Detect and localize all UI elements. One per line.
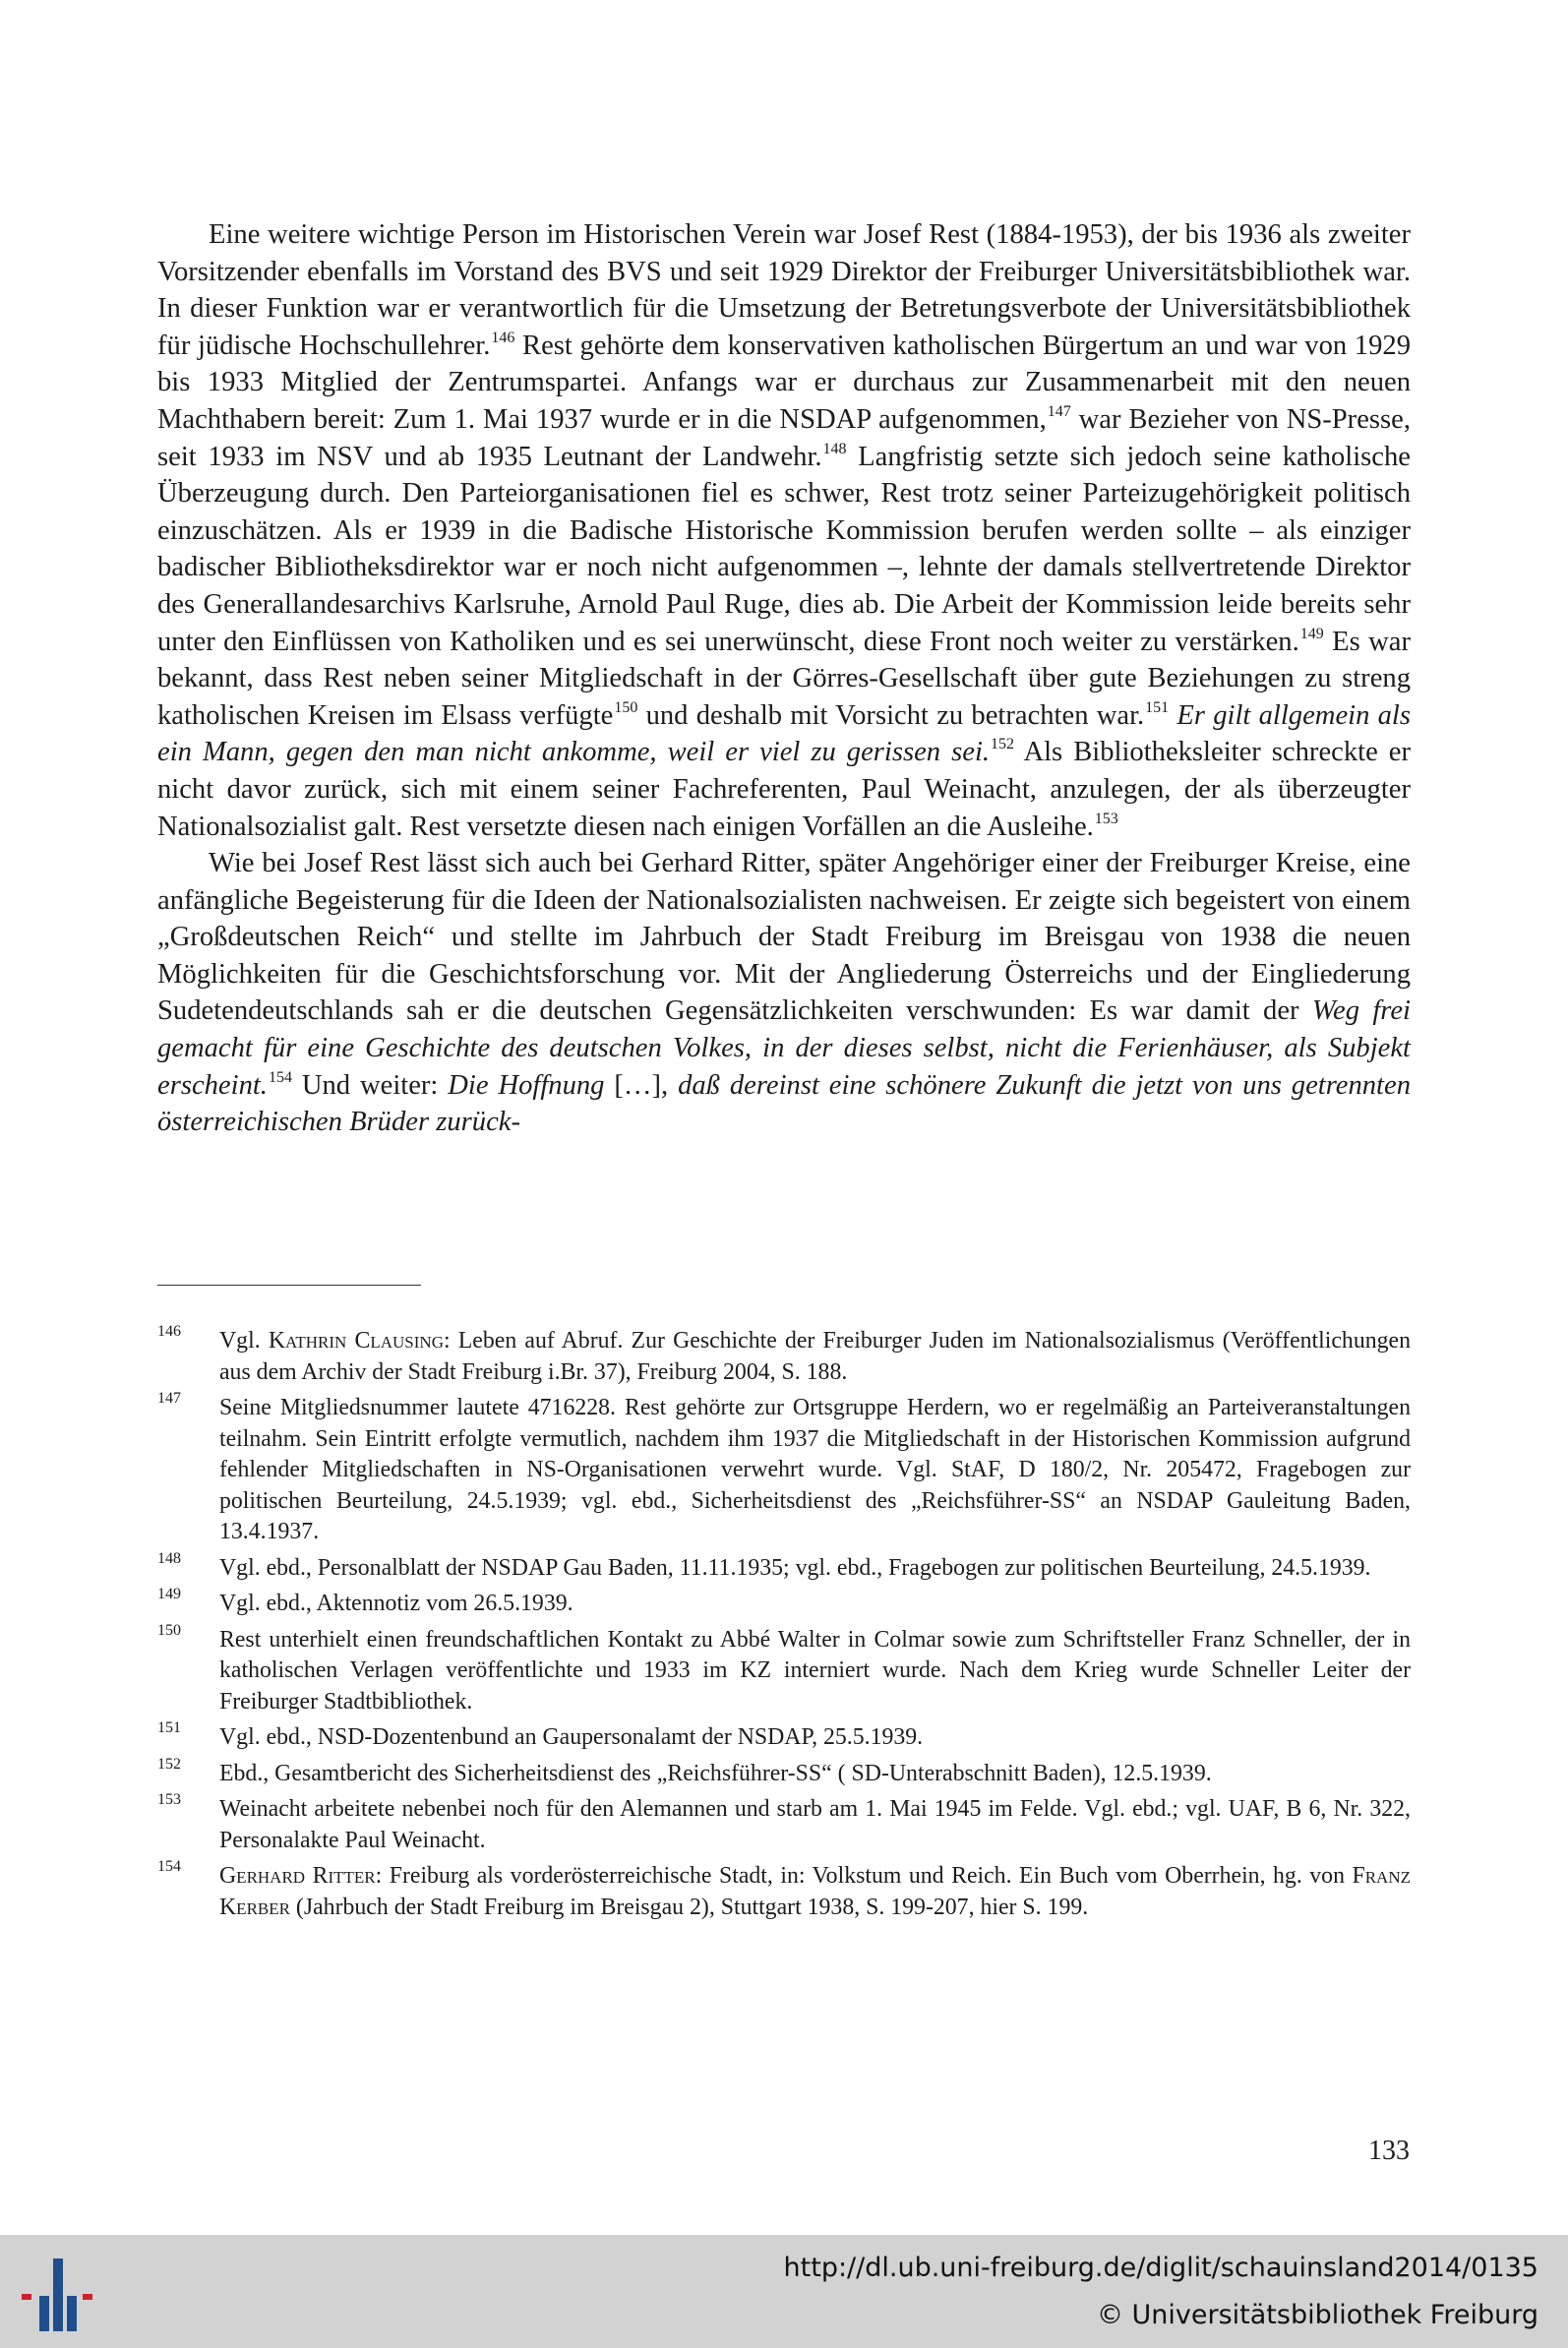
footnote-number: 152 [157,1755,181,1773]
footnote-number: 151 [157,1719,181,1736]
permalink-url[interactable]: http://dl.ub.uni-freiburg.de/diglit/schauinsland2014/0135 [783,2253,1538,2283]
footnote-ref-151[interactable]: 151 [1145,698,1170,716]
footnote-150: 150 Rest unterhielt einen freundschaftlichen Kontakt zu Abbé Walter in Colmar sowie zum Schriftsteller Franz Schneller, der in katholischen Verlagen veröffentlichte und 1933 im KZ interniert wurde. Nach dem Krieg wurde Schneller Leiter der Freiburger Stadtbibliothek. [157,1621,1411,1715]
footnote-number: 154 [157,1858,181,1875]
footnotes [157,1323,1411,1928]
footnote-number: 150 [157,1621,181,1639]
footnote-number: 148 [157,1549,181,1567]
copyright-notice: © Universitätsbibliothek Freiburg [1096,2300,1538,2330]
footnote-ref-147[interactable]: 147 [1047,402,1071,420]
italic-quote: Weg frei gemacht für eine Geschichte des deutschen Volkes, in der dieses selbst, nicht die Ferienhäuser, als Subjekt erscheint. [157,995,1411,1101]
italic-quote: Die Hoffnung [448,1069,605,1101]
footnote-number: 149 [157,1586,181,1602]
author-name: Gerhard Ritter [219,1863,376,1889]
footnote-152: 152 Ebd., Gesamtbericht des Sicherheitsdienst des „Reichsführer-SS“ ( SD-Unterabschnitt Baden), 12.5.1939. [157,1755,1212,1786]
footnote-153: 153 Weinacht arbeitete nebenbei noch für den Alemannen und starb am 1. Mai 1945 im Felde. Vgl. ebd.; vgl. UAF, B 6, Nr. 322, Personalakte Paul Weinacht. [157,1791,1411,1853]
author-name: Kathrin Clausing [268,1328,444,1354]
footnote-148: 148 Vgl. ebd., Personalblatt der NSDAP Gau Baden, 11.11.1935; vgl. ebd., Fragebogen zur politischen Beurteilung, 24.5.1939. [157,1549,1371,1581]
footnote-separator [157,1285,421,1286]
footnote-ref-146[interactable]: 146 [491,329,515,346]
ub-freiburg-logo-icon[interactable] [18,2257,96,2335]
footnote-ref-149[interactable]: 149 [1299,625,1324,642]
footnote-154: 154 Gerhard Ritter: Freiburg als vorderösterreichische Stadt, in: Volkstum und Reich. Ein Buch vom Oberrhein, hg. von Franz Kerber (Jahrbuch der Stadt Freiburg im Breisgau 2), Stuttgart 1938, S. 199-207, hier S. 199. [157,1858,1411,1920]
footnote-151: 151 Vgl. ebd., NSD-Dozentenbund an Gaupersonalamt der NSDAP, 25.5.1939. [157,1719,924,1750]
footnote-149: 149 Vgl. ebd., Aktennotiz vom 26.5.1939. [157,1586,573,1616]
editor-name: Franz Kerber [219,1863,1411,1920]
page-number: 133 [1368,2136,1410,2166]
footnote-ref-150[interactable]: 150 [614,698,638,716]
body-text [157,216,1411,1141]
paragraph-2: Wie bei Josef Rest lässt sich auch bei Gerhard Ritter, später Angehöriger einer der Freiburger Kreise, eine anfängliche Begeisterung für die Ideen der Nationalsozialisten nachweisen. Er zeigte sich begeistert von einem „Großdeutschen Reich“ und stellte im Jahrbuch der Stadt Freiburg im Breisgau von 1938 die neuen Möglichkeiten für die Geschichtsforschung vor. Mit der Angliederung Österreichs und der Eingliederung Sudetendeutschlands sah er die deutschen Gegensätzlichkeiten verschwunden: Es war damit der Weg frei gemacht für eine Geschichte des deutschen Volkes, in der dieses selbst, nicht die Ferienhäuser, als Subjekt erscheint.$^{154}$ Und weiter: Die Hoffnung […], daß dereinst eine schönere Zukunft die jetzt von uns getrennten österreichischen Brüder zurück- [157,848,1411,1138]
footnote-ref-154[interactable]: 154 [268,1068,292,1086]
footnote-number: 146 [157,1323,181,1340]
footnote-ref-153[interactable]: 153 [1094,810,1118,827]
footnote-number: 147 [157,1390,181,1407]
italic-quote: Er gilt allgemein als ein Mann, gegen den man nicht ankomme, weil er viel zu gerissen sei. [157,699,1411,768]
footnote-147: 147 Seine Mitgliedsnummer lautete 4716228. Rest gehörte zur Ortsgruppe Herdern, wo er regelmäßig an Parteiveranstaltungen teilnahm. Sein Eintritt erfolgte vermutlich, nachdem ihm 1937 die Mitgliedschaft in der Historischen Kommission aufgrund fehlender Mitgliedschaften in NS-Organisationen verwehrt wurde. Vgl. StAF, D 180/2, Nr. 205472, Fragebogen zur politischen Beurteilung, 24.5.1939; vgl. ebd., Sicherheitsdienst des „Reichsführer-SS“ an NSDAP Gauleitung Baden, 13.4.1937. [157,1390,1411,1544]
footnote-146: 146 Vgl. Kathrin Clausing: Leben auf Abruf. Zur Geschichte der Freiburger Juden im Nationalsozialismus (Veröffentlichungen aus dem Archiv der Stadt Freiburg i.Br. 37), Freiburg 2004, S. 188. [157,1323,1411,1385]
footnote-ref-148[interactable]: 148 [822,440,847,457]
italic-quote: daß dereinst eine schönere Zukunft die jetzt von uns getrennten österreichischen Brüder zurück- [157,1069,1411,1138]
paragraph-1: Eine weitere wichtige Person im Historischen Verein war Josef Rest (1884-1953), der bis 1936 als zweiter Vorsitzender ebenfalls im Vorstand des BVS und seit 1929 Direktor der Freiburger Universitätsbibliothek war. In dieser Funktion war er verantwortlich für die Umsetzung der Betretungsverbote der Universitätsbibliothek für jüdische Hochschullehrer.$^{146}$ Rest gehörte dem konservativen katholischen Bürgertum an und war von 1929 bis 1933 Mitglied der Zentrumspartei. Anfangs war er durchaus zur Zusammenarbeit mit den neuen Machthabern bereit: Zum 1. Mai 1937 wurde er in die NSDAP aufgenommen,$^{147}$ war Bezieher von NS-Presse, seit 1933 im NSV und ab 1935 Leutnant der Landwehr.$^{148}$ Langfristig setzte sich jedoch seine katholische Überzeugung durch. Den Parteiorganisationen fiel es schwer, Rest trotz seiner Parteizugehörigkeit politisch einzuschätzen. Als er 1939 in die Badische Historische Kommission berufen werden sollte – als einziger badischer Bibliotheksdirektor war er noch nicht aufgenommen –, lehnte der damals stellvertretende Direktor des Generallandesarchivs Karlsruhe, Arnold Paul Ruge, dies ab. Die Arbeit der Kommission leide bereits sehr unter den Einflüssen von Katholiken und es sei unerwünscht, diese Front noch weiter zu verstärken.$^{149}$ Es war bekannt, dass Rest neben seiner Mitgliedschaft in der Görres-Gesellschaft über gute Beziehungen zu streng katholischen Kreisen im Elsass verfügte$^{150}$ und deshalb mit Vorsicht zu betrachten war.$^{151}$ Er gilt allgemein als ein Mann, gegen den man nicht ankomme, weil er viel zu gerissen sei.$^{152}$ Als Bibliotheksleiter schreckte er nicht davor zurück, sich mit einem seiner Fachreferenten, Paul Weinacht, anzulegen, der als überzeugter Nationalsozialist galt. Rest versetzte diesen nach einigen Vorfällen an die Ausleihe.$^{153}$ [157,219,1411,842]
footnote-number: 153 [157,1791,181,1808]
footnote-ref-152[interactable]: 152 [991,736,1015,753]
footer-bar [0,2235,1568,2348]
